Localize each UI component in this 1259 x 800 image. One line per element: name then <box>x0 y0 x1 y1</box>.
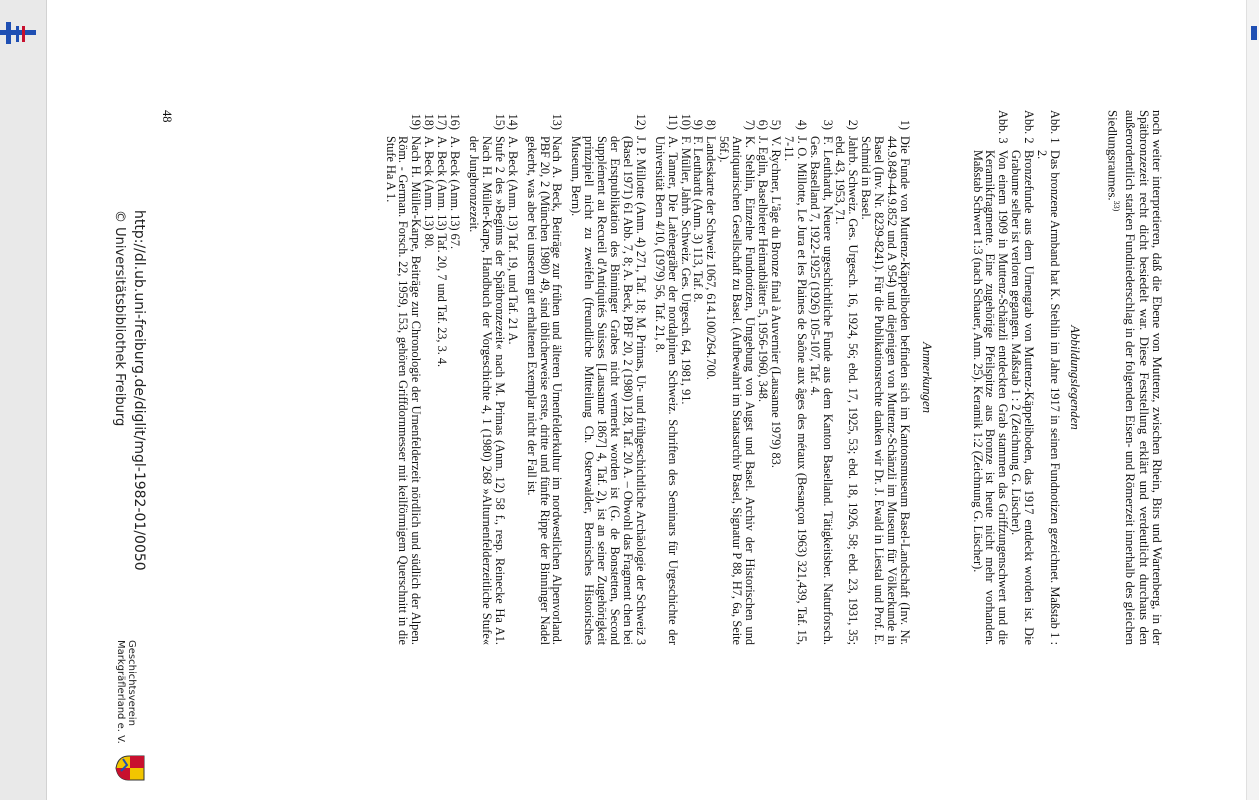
footnote-number: 18) <box>422 113 437 130</box>
scanned-page <box>45 0 1165 800</box>
footnote-number: 7) <box>743 119 758 130</box>
footnote-number: 9) <box>691 119 706 130</box>
legend-label: Abb. 1 <box>1048 110 1062 144</box>
footnote <box>525 110 564 645</box>
footnote-text: F. Leuthardt, Neuere urgeschichtliche Funde aus dem Kanton Baselland. Tätigkeitsber. Naturforsch. Ges. Baselland 7, 1922-1925 (1926) 105-107, Taf. 4. <box>807 136 835 645</box>
footnote <box>422 110 435 645</box>
footnote-number: 15) <box>492 113 507 130</box>
legend-text: Das bronzene Armband hat K. Stehlin im Jahre 1917 in seinen Fundnotizen gezeichnet. Maßstab 1 : 2. <box>1035 150 1062 645</box>
footnote <box>859 110 911 645</box>
legend-item <box>1009 110 1035 645</box>
legend-heading: Abbildungslegenden <box>1068 325 1082 430</box>
footnote <box>769 110 782 645</box>
footnote-text: Landeskarte der Schweiz 1067, 614.100/264.700. <box>704 136 719 380</box>
footnote-number: 13) <box>550 113 565 130</box>
footnote-number: 14) <box>505 113 520 130</box>
legend-item <box>1035 110 1061 645</box>
footnote <box>782 110 808 645</box>
legend-text: Von einem 1909 in Muttenz-Schänzli entdeckten Grab stammen das Griffzungenschwert und die Keramikfragmente. Eine zugehörige Pfeilspitze aus Bronze ist heute nicht mehr vorhanden. Maßstab Schwert 1:3 (nach Schauer, Anm. 25). Keramik 1:2 (Zeichnung G. Lüscher). <box>970 150 1011 645</box>
permalink-url[interactable]: http://dl.ub.uni-freiburg.de/diglit/mgl-1982-01/0050 <box>131 210 147 571</box>
footnote-number: 3) <box>820 119 835 130</box>
footnote-text: Nach H. Müller-Karpe, Beiträge zur Chronologie der Urnenfelderzeit nördlich und südlich der Alpen. Röm. - German. Forsch. 22, 1959, 153, gehören Griffdornmesser mit keilförmigem Querschnitt in die Stufe Ha A 1. <box>383 136 424 645</box>
footnote-text: F. Müller, Jahrb. Schweiz. Ges. Urgesch. 64, 1981, 91. <box>678 136 693 405</box>
notes-heading: Anmerkungen <box>920 341 934 414</box>
footnote-text: A. Beck (Anm. 13) Taf. 19, und Taf. 21 A. <box>505 136 520 345</box>
legend-label: Abb. 2 <box>1022 110 1037 144</box>
footnote <box>448 110 461 645</box>
footnote-number: 6) <box>756 119 771 130</box>
legend-label: Abb. 3 <box>996 110 1011 144</box>
figure-legends <box>971 110 1061 645</box>
legend-text: Bronzefunde aus dem Urnengrab von Muttenz-Käppeliboden, das 1917 entdeckt worden ist. Die Grabume selber ist verloren gegangen. Maßstab 1 : 2 (Zeichnung G. Lüscher). <box>1009 150 1037 645</box>
footnote-text: F. Leuthardt (Anm. 3) 113, Taf. 8. <box>691 136 706 303</box>
footnote <box>384 110 423 645</box>
footnote-number: 10) <box>678 113 693 130</box>
intro-footnote-ref: 33) <box>1112 200 1122 212</box>
footnote-text: V. Rychner, L'âge du Bronze final à Auvernier (Lausanne 1979) 83. <box>768 136 783 468</box>
footnote-text: Nach A. Beck, Beiträge zur frühen und älteren Urnenfelderkultur im nordwestlichen Alpenvorland. PBF 20, 2 (München 1980) 49, sind üblicherweise erste, dritte und fünfte Rippe der Binninger Nadel gekerbt, was aber bei unserem gut erhaltenen Exemplar nicht der Fall ist. <box>524 136 565 645</box>
footnote <box>435 110 448 645</box>
society-name-line2: Markgräflerland e. V. <box>115 640 126 744</box>
bookmark-icon <box>1251 26 1257 40</box>
legend-item <box>971 110 1010 645</box>
footnote <box>717 110 756 645</box>
footnote-number: 19) <box>409 113 424 130</box>
library-logo-icon <box>0 18 40 48</box>
footnote <box>506 110 519 645</box>
footnotes <box>384 110 911 645</box>
footnote-text: A. Beck (Anm. 13) 67. <box>448 136 463 250</box>
page-number: 48 <box>160 110 174 123</box>
viewer-left-margin <box>0 0 47 800</box>
footnote-number: 8) <box>704 119 719 130</box>
footnote-text: Stufe 2 des »Beginns der Spätbronzezeit« nach M. Primas (Anm. 12) 58 f., resp. Reinecke Ha A1. Nach H. Müller-Karpe, Handbuch der Vorgeschichte 4, 1 (1980) 268 »Alturnenfelderzeitliche Stufe« der Jungbronzezeit. <box>467 136 507 645</box>
footnote-text: A. Beck (Anm. 13) 80. <box>422 136 437 250</box>
footnote-number: 2) <box>846 119 861 130</box>
footnote <box>692 110 705 645</box>
footnote-number: 4) <box>794 119 809 130</box>
footnote <box>569 110 646 645</box>
viewer-right-margin <box>1246 0 1259 800</box>
society-logo-text <box>115 640 137 744</box>
intro-paragraph: noch weiter interpretieren, daß die Ebene von Muttenz, zwischen Rhein, Birs und Wartenberg, in der Spätbronzezeit recht dicht besiedelt war. Diese Feststellung erklärt und verdeutlicht durchaus den außerordentlich starken Fundniederschlag in der folgenden Eisen- und Römerzeit innerhalb des gleichen Siedlungsraumes.$^{33)}$ <box>1105 110 1164 645</box>
footnote-number: 1) <box>898 119 912 130</box>
footnote-number: 12) <box>633 113 648 130</box>
copyright-notice: © Universitätsbibliothek Freiburg <box>112 210 127 427</box>
footnote <box>705 110 718 645</box>
footnote-text: A. Beck (Anm. 13) Taf. 20, 7 und Taf. 23, 3. 4. <box>435 136 450 368</box>
footnote-number: 17) <box>435 113 450 130</box>
footnote <box>756 110 769 645</box>
footnote-text: Jahrb. Schweiz. Ges. Urgesch. 16, 1924, 56; ebd. 17, 1925, 53; ebd. 18, 1926, 58; ebd. 23, 1931, 35; ebd. 43, 1953, 71. <box>833 136 861 645</box>
footnote <box>679 110 692 645</box>
footnote-number: 11) <box>665 114 680 130</box>
footnote-text: Die Funde von Muttenz-Käppeliboden befinden sich im Kantonsmuseum Basel-Landschaft (Inv. Nr. 44.9.849-44.9.852 und A 954) und diejenigen von Muttenz-Schänzli im Museum für Völkerkunde in Basel (Inv. Nr. 8239-8241). Für die Publikationsrechte danken wir Dr. J. Ewald in Liestal und Prof. E. Schmid in Basel. <box>859 136 912 645</box>
footnote-text: J. P. Millotte (Anm. 4) 271, Taf. 18; M. Primas, Ur- und frühgeschichtliche Archäologie der Schweiz 3 (Basel 1971) 61 Abb. 7, 8; A. Beck, PBF 20, 2 (1980) 128, Taf. 20 A. – Obwohl das Fragment chen bei der Erstpublikation des Binninger Grabes nicht vermerkt worden ist (G. de Bonstetten, Second Supplément au Recueil d'Antiquités Suisses [Lausanne 1867] 4, Taf. 2), ist an seiner Zugehörigkeit prinzipiell nicht zu zweifeln (freundliche Mitteilung Ch. Osterwalder, Bernisches Historisches Museum, Bern). <box>569 136 648 645</box>
footnote-text: A. Tanner, Die Latènegräber der nordalpinen Schweiz. Schriften des Seminars für Urgeschichte der Universität Bern 4/10, (1979) 56, Taf. 21, 8. <box>652 136 680 645</box>
society-name-line1: Geschichtsverein <box>126 640 137 726</box>
footnote <box>834 110 860 645</box>
footnote-text: J. Eglin, Baselbieter Heimatblätter 5, 1956-1960, 348. <box>756 136 771 403</box>
footnote <box>467 110 506 645</box>
footnote-text: J. O. Millotte, Le Jura et les Plaines de Saône aux âges des métaux (Besançon 1963) 321,439, Taf. 15, 7-11. <box>781 136 809 645</box>
footnote <box>808 110 834 645</box>
society-coat-of-arms-icon <box>115 755 145 781</box>
footnote-number: 16) <box>448 113 463 130</box>
footnote-text: K. Stehlin, Einzelne Fundnotizen, Umgebung von Augst und Basel. Archiv der Historischen und Antiquarischen Gesellschaft zu Basel. (Aufbewahrt im Staatsarchiv Basel, Signatur P 88, H7, 6a, Seite 56f.). <box>717 136 758 645</box>
footnote-number: 5) <box>768 119 783 130</box>
footnote <box>653 110 679 645</box>
